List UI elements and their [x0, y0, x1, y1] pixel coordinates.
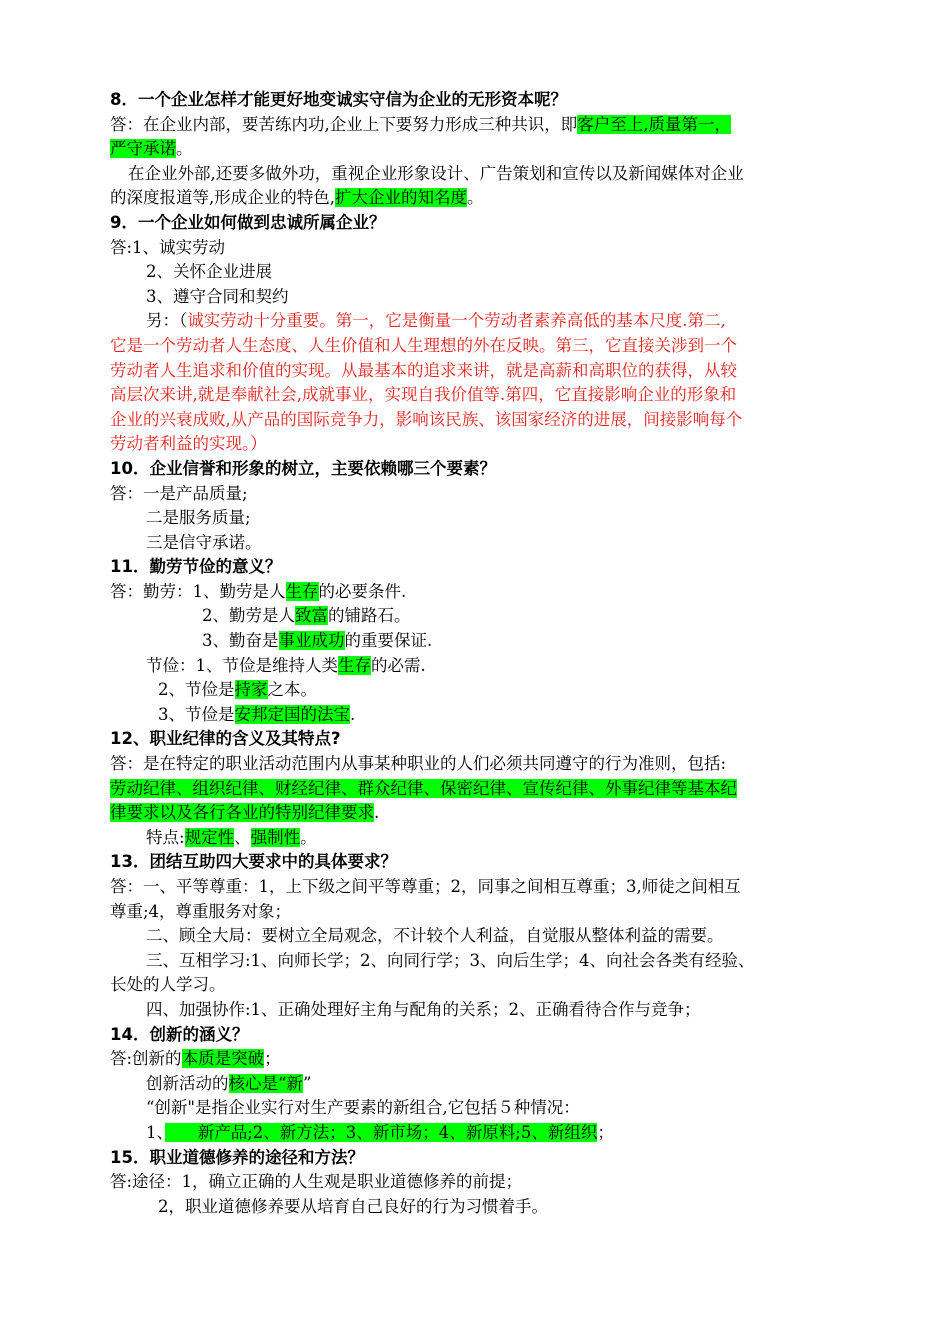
highlight: 生存 — [338, 655, 371, 675]
q11-answer-line-5: 2、节俭是持家之本。 — [158, 680, 317, 700]
highlight: 安邦定国的法宝 — [234, 704, 350, 724]
highlight: 新产品;2、新方法；3、新市场；4、新原料;5、新组织 — [164, 1122, 598, 1142]
q9-extra-line-1: 另：（诚实劳动十分重要。第一，它是衡量一个劳动者素养高低的基本尺度.第二, — [146, 311, 726, 331]
question-9-title: 9．一个企业如何做到忠诚所属企业？ — [110, 212, 386, 232]
q12-answer-line-2 — [110, 777, 850, 802]
q9-extra-line-4: 高层次来讲,就是奉献社会,成就事业，实现自我价值等.第四，它直接影响企业的形象和 — [110, 385, 737, 405]
question-10-title: 10．企业信誉和形象的树立，主要依赖哪三个要素？ — [110, 458, 496, 478]
q15-answer-line-1: 答:途径：1，确立正确的人生观是职业道德修养的前提； — [110, 1172, 523, 1192]
q11-answer-line-6: 3、节俭是安邦定国的法宝. — [158, 704, 356, 724]
q13-answer-line-6: 四、加强协作:1、正确处理好主角与配角的关系；2、正确看待合作与竞争； — [146, 999, 701, 1019]
q12-answer-line-1: 答：是在特定的职业活动范围内从事某种职业的人们必须共同遵守的行为准则，包括: — [110, 754, 727, 774]
q8-answer-line-4: 的深度报道等,形成企业的特色,扩大企业的知名度。 — [110, 188, 484, 208]
highlight: 严守承诺 — [110, 139, 176, 159]
highlight: 事业成功 — [278, 631, 345, 651]
q9-extra-line-3: 劳动者人生追求和价值的实现。从最基本的追求来讲，就是高薪和高职位的获得，从较 — [110, 360, 737, 380]
q13-answer-line-1: 答：一、平等尊重：1，上下级之间平等尊重；2，同事之间相互尊重；3,师徒之间相互 — [110, 877, 741, 896]
highlight: 强制性 — [250, 827, 301, 847]
highlight: 劳动纪律、组织纪律、财经纪律、群众纪律、保密纪律、宣传纪律、外事纪律等基本纪 — [110, 778, 737, 798]
q10-answer-line-1: 答：一是产品质量; — [110, 483, 248, 503]
question-12-title: 12、职业纪律的含义及其特点? — [110, 729, 341, 749]
q9-extra-line-5: 企业的兴衰成败,从产品的国际竞争力，影响该民族、该国家经济的进展，间接影响每个 — [110, 409, 743, 429]
highlight: 持家 — [234, 680, 268, 700]
question-11-title: 11．勤劳节俭的意义？ — [110, 557, 282, 577]
q13-answer-line-3: 二、顾全大局：要树立全局观念，不计较个人利益，自觉服从整体利益的需要。 — [146, 926, 724, 946]
question-8-title: 8．一个企业怎样才能更好地变诚实守信为企业的无形资本呢？ — [110, 90, 567, 109]
question-14-title: 14．创新的涵义？ — [110, 1024, 249, 1044]
q14-answer-line-1: 答:创新的本质是突破； — [110, 1049, 281, 1069]
q14-answer-line-2: 创新活动的核心是“新” — [146, 1073, 312, 1093]
q10-answer-line-3: 三是信守承诺。 — [146, 532, 262, 552]
q14-answer-line-4: 1、 新产品;2、新方法；3、新市场；4、新原料;5、新组织； — [146, 1122, 614, 1142]
q13-answer-line-5: 长处的人学习。 — [110, 975, 226, 995]
q13-answer-line-2: 尊重;4，尊重服务对象； — [110, 901, 292, 921]
q13-answer-line-4: 三、互相学习:1、向师长学；2、向同行学；3、向后生学；4、向社会各类有经验、 — [146, 950, 755, 970]
q9-extra-line-2: 它是一个劳动者人生态度、人生价值和人生理想的外在反映。第三，它直接关涉到一个 — [110, 335, 737, 355]
q11-answer-line-3: 3、勤奋是事业成功的重要保证. — [202, 631, 433, 651]
q12-answer-line-3: 律要求以及各行各业的特别纪律要求. — [110, 803, 380, 823]
highlight: 本质是突破 — [181, 1049, 265, 1069]
q10-answer-line-2: 二是服务质量; — [146, 508, 251, 528]
highlight: 扩大企业的知名度 — [335, 188, 467, 208]
document-page — [110, 88, 850, 1219]
highlight: 律要求以及各行各业的特别纪律要求 — [110, 803, 374, 823]
question-15-title: 15．职业道德修养的途径和方法？ — [110, 1147, 364, 1167]
q9-extra-line-6: 劳动者利益的实现。） — [110, 434, 267, 454]
highlight: 核心是“新 — [228, 1073, 303, 1093]
highlight: 规定性 — [184, 827, 235, 847]
q8-answer-line-3: 在企业外部,还要多做外功，重视企业形象设计、广告策划和宣传以及新闻媒体对企业 — [128, 163, 744, 183]
q14-answer-line-3: “创新"是指企业实行对生产要素的新组合,它包括５种情况： — [146, 1098, 580, 1118]
highlight: 客户至上,质量第一， — [577, 114, 731, 134]
q11-answer-line-2: 2、勤劳是人致富的铺路石。 — [202, 606, 411, 626]
question-13-title: 13．团结互助四大要求中的具体要求？ — [110, 852, 397, 872]
q15-answer-line-2: 2，职业道德修养要从培育自己良好的行为习惯着手。 — [158, 1196, 548, 1216]
q11-answer-line-1: 答：勤劳：1、勤劳是人生存的必要条件. — [110, 581, 407, 601]
q8-answer-line-2: 严守承诺。 — [110, 139, 193, 159]
highlight: 致富 — [295, 606, 328, 626]
q12-answer-line-4: 特点:规定性、强制性。 — [146, 827, 317, 847]
q9-answer-line-3: 3、遵守合同和契约 — [146, 286, 289, 306]
q9-answer-line-2: 2、关怀企业进展 — [146, 262, 272, 282]
q9-answer-line-1: 答:1、诚实劳动 — [110, 237, 226, 257]
q11-answer-line-4: 节俭：1、节俭是维持人类生存的必需. — [146, 655, 426, 675]
highlight: 生存 — [285, 581, 319, 601]
q8-answer-line-1: 答：在企业内部，要苦练内功,企业上下要努力形成三种共识，即客户至上,质量第一， — [110, 114, 731, 134]
